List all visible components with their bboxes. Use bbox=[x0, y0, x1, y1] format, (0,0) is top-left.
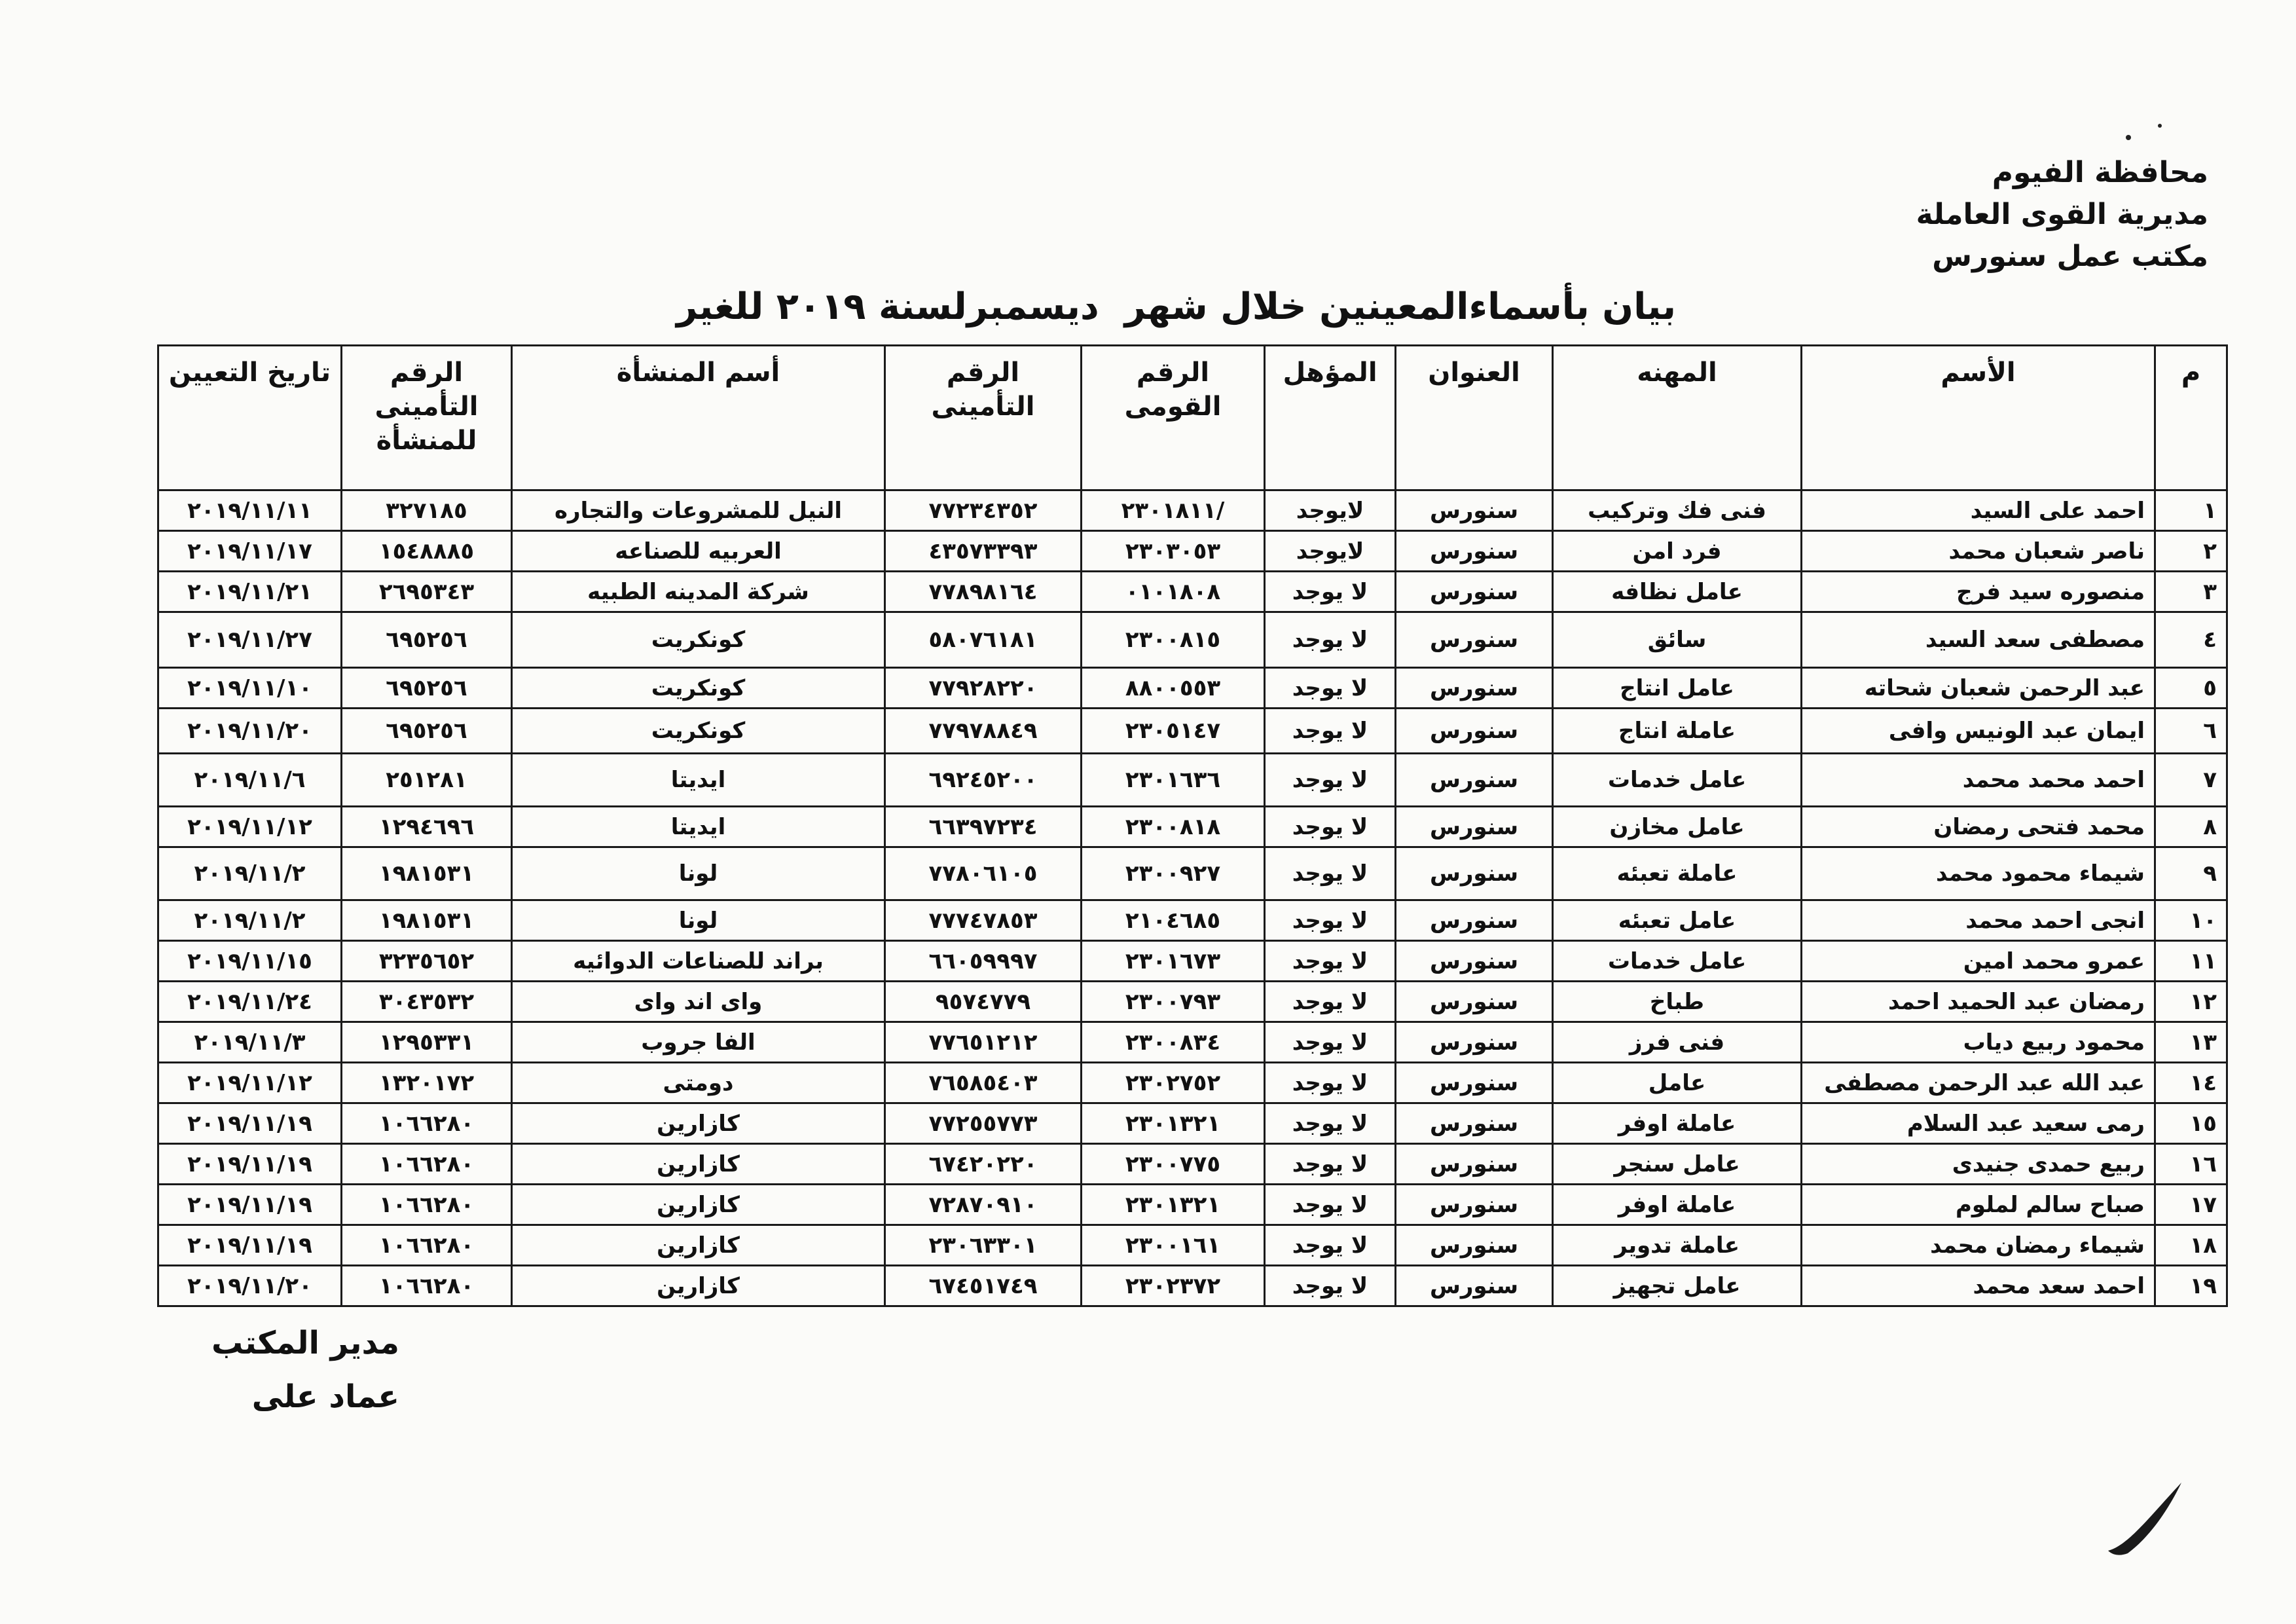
cell-address: سنورس bbox=[1396, 754, 1553, 807]
manager-name: عماد على bbox=[251, 1378, 399, 1415]
cell-qualification: لايوجد bbox=[1265, 531, 1396, 572]
cell-qualification: لا يوجد bbox=[1265, 807, 1396, 847]
cell-establishment-insurance: ١٠٦٦٢٨٠ bbox=[342, 1266, 512, 1306]
cell-no: ٢ bbox=[2155, 531, 2227, 572]
cell-address: سنورس bbox=[1396, 941, 1553, 982]
cell-no: ١٠ bbox=[2155, 900, 2227, 941]
cell-establishment: براند للصناعات الدوائيه bbox=[512, 941, 885, 982]
cell-address: سنورس bbox=[1396, 1022, 1553, 1063]
header-hire-date: تاريخ التعيين bbox=[158, 346, 342, 490]
table-header-row bbox=[158, 346, 2227, 490]
cell-job: عاملة انتاج bbox=[1553, 709, 1802, 754]
cell-job: عامل خدمات bbox=[1553, 941, 1802, 982]
cell-establishment-insurance: ٣٢٣٥٦٥٢ bbox=[342, 941, 512, 982]
cell-address: سنورس bbox=[1396, 982, 1553, 1022]
cell-hire-date: ٢٠١٩/١١/٢٤ bbox=[158, 982, 342, 1022]
cell-establishment-insurance: ٦٩٥٢٥٦ bbox=[342, 612, 512, 668]
title-text: بيان بأسماءالمعينين خلال شهر ديسمبرلسنة ٢٠١٩ للغير bbox=[676, 286, 1676, 328]
cell-establishment-insurance: ١٣٢٠١٧٢ bbox=[342, 1063, 512, 1103]
cell-job: عاملة اوفر bbox=[1553, 1185, 1802, 1225]
signature-mark bbox=[2102, 1473, 2193, 1561]
cell-qualification: لا يوجد bbox=[1265, 572, 1396, 612]
header-no: م bbox=[2155, 346, 2227, 490]
cell-job: فنى فك وتركيب bbox=[1553, 490, 1802, 531]
cell-job: عامل خدمات bbox=[1553, 754, 1802, 807]
cell-address: سنورس bbox=[1396, 612, 1553, 668]
directorate-line: مديرية القوى العاملة bbox=[1916, 198, 2208, 231]
cell-qualification: لا يوجد bbox=[1265, 1266, 1396, 1306]
cell-qualification: لا يوجد bbox=[1265, 982, 1396, 1022]
cell-establishment: كازارين bbox=[512, 1103, 885, 1144]
cell-qualification: لا يوجد bbox=[1265, 1185, 1396, 1225]
cell-name: محمد فتحى رمضان bbox=[1802, 807, 2155, 847]
cell-no: ١١ bbox=[2155, 941, 2227, 982]
cell-job: عاملة اوفر bbox=[1553, 1103, 1802, 1144]
table-row bbox=[158, 490, 2227, 531]
cell-establishment-insurance: ٢٦٩٥٣٤٣ bbox=[342, 572, 512, 612]
cell-address: سنورس bbox=[1396, 1144, 1553, 1185]
cell-establishment: دومتى bbox=[512, 1063, 885, 1103]
cell-qualification: لايوجد bbox=[1265, 490, 1396, 531]
cell-no: ٦ bbox=[2155, 709, 2227, 754]
cell-no: ٣ bbox=[2155, 572, 2227, 612]
cell-insurance-no: ٧٧٩٢٨٢٢٠ bbox=[885, 668, 1082, 709]
cell-address: سنورس bbox=[1396, 572, 1553, 612]
cell-qualification: لا يوجد bbox=[1265, 709, 1396, 754]
cell-name: صباح سالم لملوم bbox=[1802, 1185, 2155, 1225]
cell-name: محمود ربيع دياب bbox=[1802, 1022, 2155, 1063]
cell-establishment: كونكريت bbox=[512, 709, 885, 754]
cell-address: سنورس bbox=[1396, 1225, 1553, 1266]
cell-hire-date: ٢٠١٩/١١/١٢ bbox=[158, 807, 342, 847]
cell-national-id: ٢٣٠١٣٢١ bbox=[1082, 1185, 1265, 1225]
cell-job: سائق bbox=[1553, 612, 1802, 668]
cell-insurance-no: ٦٦٣٩٧٢٣٤ bbox=[885, 807, 1082, 847]
table-row bbox=[158, 1022, 2227, 1063]
cell-establishment-insurance: ٣٠٤٣٥٣٢ bbox=[342, 982, 512, 1022]
cell-name: شيماء رمضان محمد bbox=[1802, 1225, 2155, 1266]
cell-address: سنورس bbox=[1396, 1103, 1553, 1144]
cell-establishment: كازارين bbox=[512, 1185, 885, 1225]
cell-no: ٥ bbox=[2155, 668, 2227, 709]
cell-national-id: ٢٣٠٥١٤٧ bbox=[1082, 709, 1265, 754]
cell-address: سنورس bbox=[1396, 709, 1553, 754]
cell-no: ١٦ bbox=[2155, 1144, 2227, 1185]
cell-establishment: شركة المدينه الطبيه bbox=[512, 572, 885, 612]
cell-no: ٨ bbox=[2155, 807, 2227, 847]
cell-insurance-no: ٧٧٨٠٦١٠٥ bbox=[885, 847, 1082, 900]
cell-establishment-insurance: ١٠٦٦٢٨٠ bbox=[342, 1225, 512, 1266]
cell-name: ناصر شعبان محمد bbox=[1802, 531, 2155, 572]
cell-establishment-insurance: ٣٢٧١٨٥ bbox=[342, 490, 512, 531]
cell-name: احمد سعد محمد bbox=[1802, 1266, 2155, 1306]
table-row bbox=[158, 668, 2227, 709]
cell-address: سنورس bbox=[1396, 1063, 1553, 1103]
cell-address: سنورس bbox=[1396, 531, 1553, 572]
cell-hire-date: ٢٠١٩/١١/١٩ bbox=[158, 1144, 342, 1185]
cell-job: فنى فرز bbox=[1553, 1022, 1802, 1063]
cell-no: ١٨ bbox=[2155, 1225, 2227, 1266]
cell-insurance-no: ٧٧٦٥١٢١٢ bbox=[885, 1022, 1082, 1063]
document-footer bbox=[190, 1316, 399, 1424]
cell-national-id: ٢٣٠٢٧٥٢ bbox=[1082, 1063, 1265, 1103]
cell-national-id: ٢٣٠٠١٦١ bbox=[1082, 1225, 1265, 1266]
cell-insurance-no: ٧٧٨٩٨١٦٤ bbox=[885, 572, 1082, 612]
cell-qualification: لا يوجد bbox=[1265, 1022, 1396, 1063]
cell-national-id: ٢٣٠٣٠٥٣ bbox=[1082, 531, 1265, 572]
employees-table bbox=[157, 344, 2228, 1307]
cell-establishment: النيل للمشروعات والتجاره bbox=[512, 490, 885, 531]
header-insurance-no: الرقم التأمينى bbox=[885, 346, 1082, 490]
cell-establishment: كونكريت bbox=[512, 668, 885, 709]
cell-job: عاملة تدوير bbox=[1553, 1225, 1802, 1266]
cell-name: عمرو محمد امين bbox=[1802, 941, 2155, 982]
table-row bbox=[158, 754, 2227, 807]
header-establishment: أسم المنشأة bbox=[512, 346, 885, 490]
cell-job: طباخ bbox=[1553, 982, 1802, 1022]
cell-insurance-no: ٥٨٠٧٦١٨١ bbox=[885, 612, 1082, 668]
signature-stroke-icon bbox=[2102, 1473, 2193, 1559]
cell-establishment: العربيه للصناعه bbox=[512, 531, 885, 572]
cell-qualification: لا يوجد bbox=[1265, 1225, 1396, 1266]
cell-hire-date: ٢٠١٩/١١/٦ bbox=[158, 754, 342, 807]
cell-name: عبد الرحمن شعبان شحاته bbox=[1802, 668, 2155, 709]
cell-address: سنورس bbox=[1396, 847, 1553, 900]
table-row bbox=[158, 531, 2227, 572]
cell-national-id: /٢٣٠١٨١١ bbox=[1082, 490, 1265, 531]
cell-establishment-insurance: ١٠٦٦٢٨٠ bbox=[342, 1103, 512, 1144]
cell-hire-date: ٢٠١٩/١١/٢٠ bbox=[158, 709, 342, 754]
table-row bbox=[158, 572, 2227, 612]
cell-hire-date: ٢٠١٩/١١/٢ bbox=[158, 847, 342, 900]
table-row bbox=[158, 709, 2227, 754]
cell-no: ١ bbox=[2155, 490, 2227, 531]
cell-address: سنورس bbox=[1396, 1185, 1553, 1225]
cell-insurance-no: ٦٩٢٤٥٢٠٠ bbox=[885, 754, 1082, 807]
cell-name: احمد على السيد bbox=[1802, 490, 2155, 531]
cell-hire-date: ٢٠١٩/١١/٢٠ bbox=[158, 1266, 342, 1306]
cell-establishment: ايديتا bbox=[512, 754, 885, 807]
cell-insurance-no: ٧٢٨٧٠٩١٠ bbox=[885, 1185, 1082, 1225]
cell-name: عبد الله عبد الرحمن مصطفى bbox=[1802, 1063, 2155, 1103]
cell-hire-date: ٢٠١٩/١١/٣ bbox=[158, 1022, 342, 1063]
document-title bbox=[0, 286, 1676, 328]
cell-name: انجى احمد محمد bbox=[1802, 900, 2155, 941]
cell-qualification: لا يوجد bbox=[1265, 1103, 1396, 1144]
cell-address: سنورس bbox=[1396, 807, 1553, 847]
cell-name: ايمان عبد الونيس وافى bbox=[1802, 709, 2155, 754]
cell-job: عامل مخازن bbox=[1553, 807, 1802, 847]
cell-national-id: ٢٣٠٠٨١٥ bbox=[1082, 612, 1265, 668]
cell-establishment-insurance: ٦٩٥٢٥٦ bbox=[342, 709, 512, 754]
cell-insurance-no: ٧٧٢٥٥٧٧٣ bbox=[885, 1103, 1082, 1144]
cell-no: ١٥ bbox=[2155, 1103, 2227, 1144]
office-line: مكتب عمل سنورس bbox=[1932, 240, 2208, 273]
table-row bbox=[158, 1144, 2227, 1185]
cell-insurance-no: ٩٥٧٤٧٧٩ bbox=[885, 982, 1082, 1022]
cell-qualification: لا يوجد bbox=[1265, 900, 1396, 941]
cell-insurance-no: ٧٧٢٣٤٣٥٢ bbox=[885, 490, 1082, 531]
cell-job: عاملة تعبئه bbox=[1553, 847, 1802, 900]
table-row bbox=[158, 941, 2227, 982]
header-establishment-insurance: الرقم التأمينى للمنشأة bbox=[342, 346, 512, 490]
cell-establishment-insurance: ١٢٩٤٦٩٦ bbox=[342, 807, 512, 847]
cell-establishment-insurance: ٢٥١٢٨١ bbox=[342, 754, 512, 807]
cell-job: عامل نظافه bbox=[1553, 572, 1802, 612]
cell-insurance-no: ٧٧٩٧٨٨٤٩ bbox=[885, 709, 1082, 754]
cell-qualification: لا يوجد bbox=[1265, 754, 1396, 807]
header-job: المهنه bbox=[1553, 346, 1802, 490]
cell-job: عامل تجهيز bbox=[1553, 1266, 1802, 1306]
cell-no: ١٩ bbox=[2155, 1266, 2227, 1306]
table-row bbox=[158, 807, 2227, 847]
table-row bbox=[158, 847, 2227, 900]
header-name: الأسم bbox=[1802, 346, 2155, 490]
cell-establishment: كازارين bbox=[512, 1144, 885, 1185]
cell-no: ١٢ bbox=[2155, 982, 2227, 1022]
cell-hire-date: ٢٠١٩/١١/١١ bbox=[158, 490, 342, 531]
cell-establishment: الفا جروب bbox=[512, 1022, 885, 1063]
cell-national-id: ٢٣٠٠٩٢٧ bbox=[1082, 847, 1265, 900]
cell-name: شيماء محمود محمد bbox=[1802, 847, 2155, 900]
cell-establishment-insurance: ١٩٨١٥٣١ bbox=[342, 900, 512, 941]
cell-establishment-insurance: ١٩٨١٥٣١ bbox=[342, 847, 512, 900]
cell-insurance-no: ٦٧٤٥١٧٤٩ bbox=[885, 1266, 1082, 1306]
scan-marks bbox=[2119, 118, 2172, 149]
cell-hire-date: ٢٠١٩/١١/١٥ bbox=[158, 941, 342, 982]
cell-job: عامل انتاج bbox=[1553, 668, 1802, 709]
cell-qualification: لا يوجد bbox=[1265, 612, 1396, 668]
cell-job: عامل سنجر bbox=[1553, 1144, 1802, 1185]
cell-national-id: ٢٣٠١٣٢١ bbox=[1082, 1103, 1265, 1144]
cell-no: ٤ bbox=[2155, 612, 2227, 668]
cell-no: ١٤ bbox=[2155, 1063, 2227, 1103]
cell-name: ربيع حمدى جنيدى bbox=[1802, 1144, 2155, 1185]
cell-name: رمى سعيد عبد السلام bbox=[1802, 1103, 2155, 1144]
cell-hire-date: ٢٠١٩/١١/١٩ bbox=[158, 1185, 342, 1225]
cell-hire-date: ٢٠١٩/١١/٢ bbox=[158, 900, 342, 941]
cell-establishment: كازارين bbox=[512, 1225, 885, 1266]
manager-role: مدير المكتب bbox=[211, 1325, 399, 1361]
header-qualification: المؤهل bbox=[1265, 346, 1396, 490]
cell-hire-date: ٢٠١٩/١١/١٧ bbox=[158, 531, 342, 572]
cell-hire-date: ٢٠١٩/١١/١٠ bbox=[158, 668, 342, 709]
cell-hire-date: ٢٠١٩/١١/١٩ bbox=[158, 1103, 342, 1144]
cell-establishment: واى اند واى bbox=[512, 982, 885, 1022]
cell-national-id: ٢٣٠١٦٣٦ bbox=[1082, 754, 1265, 807]
cell-name: رمضان عبد الحميد احمد bbox=[1802, 982, 2155, 1022]
header-national-id: الرقم القومى bbox=[1082, 346, 1265, 490]
cell-establishment-insurance: ١٢٩٥٣٣١ bbox=[342, 1022, 512, 1063]
cell-insurance-no: ٧٦٥٨٥٤٠٣ bbox=[885, 1063, 1082, 1103]
cell-no: ٩ bbox=[2155, 847, 2227, 900]
cell-national-id: ٢٣٠٠٨٣٤ bbox=[1082, 1022, 1265, 1063]
cell-address: سنورس bbox=[1396, 900, 1553, 941]
table-row bbox=[158, 1103, 2227, 1144]
cell-qualification: لا يوجد bbox=[1265, 668, 1396, 709]
cell-address: سنورس bbox=[1396, 1266, 1553, 1306]
table-row bbox=[158, 1266, 2227, 1306]
cell-national-id: ٢١٠٤٦٨٥ bbox=[1082, 900, 1265, 941]
cell-address: سنورس bbox=[1396, 668, 1553, 709]
cell-establishment: كازارين bbox=[512, 1266, 885, 1306]
cell-national-id: ٠١٠١٨٠٨ bbox=[1082, 572, 1265, 612]
cell-qualification: لا يوجد bbox=[1265, 941, 1396, 982]
cell-national-id: ٨٨٠٠٥٥٣ bbox=[1082, 668, 1265, 709]
header-address: العنوان bbox=[1396, 346, 1553, 490]
cell-establishment-insurance: ١٠٦٦٢٨٠ bbox=[342, 1185, 512, 1225]
cell-establishment: لونا bbox=[512, 847, 885, 900]
cell-insurance-no: ٧٧٧٤٧٨٥٣ bbox=[885, 900, 1082, 941]
cell-national-id: ٢٣٠٠٨١٨ bbox=[1082, 807, 1265, 847]
cell-hire-date: ٢٠١٩/١١/١٢ bbox=[158, 1063, 342, 1103]
cell-no: ١٣ bbox=[2155, 1022, 2227, 1063]
cell-establishment: ايديتا bbox=[512, 807, 885, 847]
cell-address: سنورس bbox=[1396, 490, 1553, 531]
cell-hire-date: ٢٠١٩/١١/١٩ bbox=[158, 1225, 342, 1266]
cell-qualification: لا يوجد bbox=[1265, 847, 1396, 900]
cell-no: ١٧ bbox=[2155, 1185, 2227, 1225]
cell-national-id: ٢٣٠٢٣٧٢ bbox=[1082, 1266, 1265, 1306]
table-row bbox=[158, 1063, 2227, 1103]
cell-establishment-insurance: ٦٩٥٢٥٦ bbox=[342, 668, 512, 709]
document-header bbox=[1916, 152, 2208, 278]
cell-name: منصوره سيد فرج bbox=[1802, 572, 2155, 612]
table-row bbox=[158, 900, 2227, 941]
cell-hire-date: ٢٠١٩/١١/٢١ bbox=[158, 572, 342, 612]
cell-insurance-no: ٦٧٤٢٠٢٢٠ bbox=[885, 1144, 1082, 1185]
cell-national-id: ٢٣٠٠٧٧٥ bbox=[1082, 1144, 1265, 1185]
cell-insurance-no: ٢٣٠٦٣٣٠١ bbox=[885, 1225, 1082, 1266]
cell-name: مصطفى سعد السيد bbox=[1802, 612, 2155, 668]
cell-establishment: لونا bbox=[512, 900, 885, 941]
cell-national-id: ٢٣٠١٦٧٣ bbox=[1082, 941, 1265, 982]
cell-name: احمد محمد محمد bbox=[1802, 754, 2155, 807]
cell-insurance-no: ٦٦٠٥٩٩٩٧ bbox=[885, 941, 1082, 982]
cell-establishment: كونكريت bbox=[512, 612, 885, 668]
governorate-line: محافظة الفيوم bbox=[1992, 156, 2208, 189]
cell-national-id: ٢٣٠٠٧٩٣ bbox=[1082, 982, 1265, 1022]
cell-qualification: لا يوجد bbox=[1265, 1063, 1396, 1103]
cell-establishment-insurance: ١٥٤٨٨٨٥ bbox=[342, 531, 512, 572]
table-row bbox=[158, 1185, 2227, 1225]
cell-job: عامل تعبئه bbox=[1553, 900, 1802, 941]
table-row bbox=[158, 982, 2227, 1022]
table-row bbox=[158, 1225, 2227, 1266]
cell-qualification: لا يوجد bbox=[1265, 1144, 1396, 1185]
cell-hire-date: ٢٠١٩/١١/٢٧ bbox=[158, 612, 342, 668]
cell-job: عامل bbox=[1553, 1063, 1802, 1103]
cell-insurance-no: ٤٣٥٧٣٣٩٣ bbox=[885, 531, 1082, 572]
scan-dots-icon bbox=[2119, 118, 2172, 144]
cell-establishment-insurance: ١٠٦٦٢٨٠ bbox=[342, 1144, 512, 1185]
table-row bbox=[158, 612, 2227, 668]
cell-no: ٧ bbox=[2155, 754, 2227, 807]
cell-job: فرد امن bbox=[1553, 531, 1802, 572]
